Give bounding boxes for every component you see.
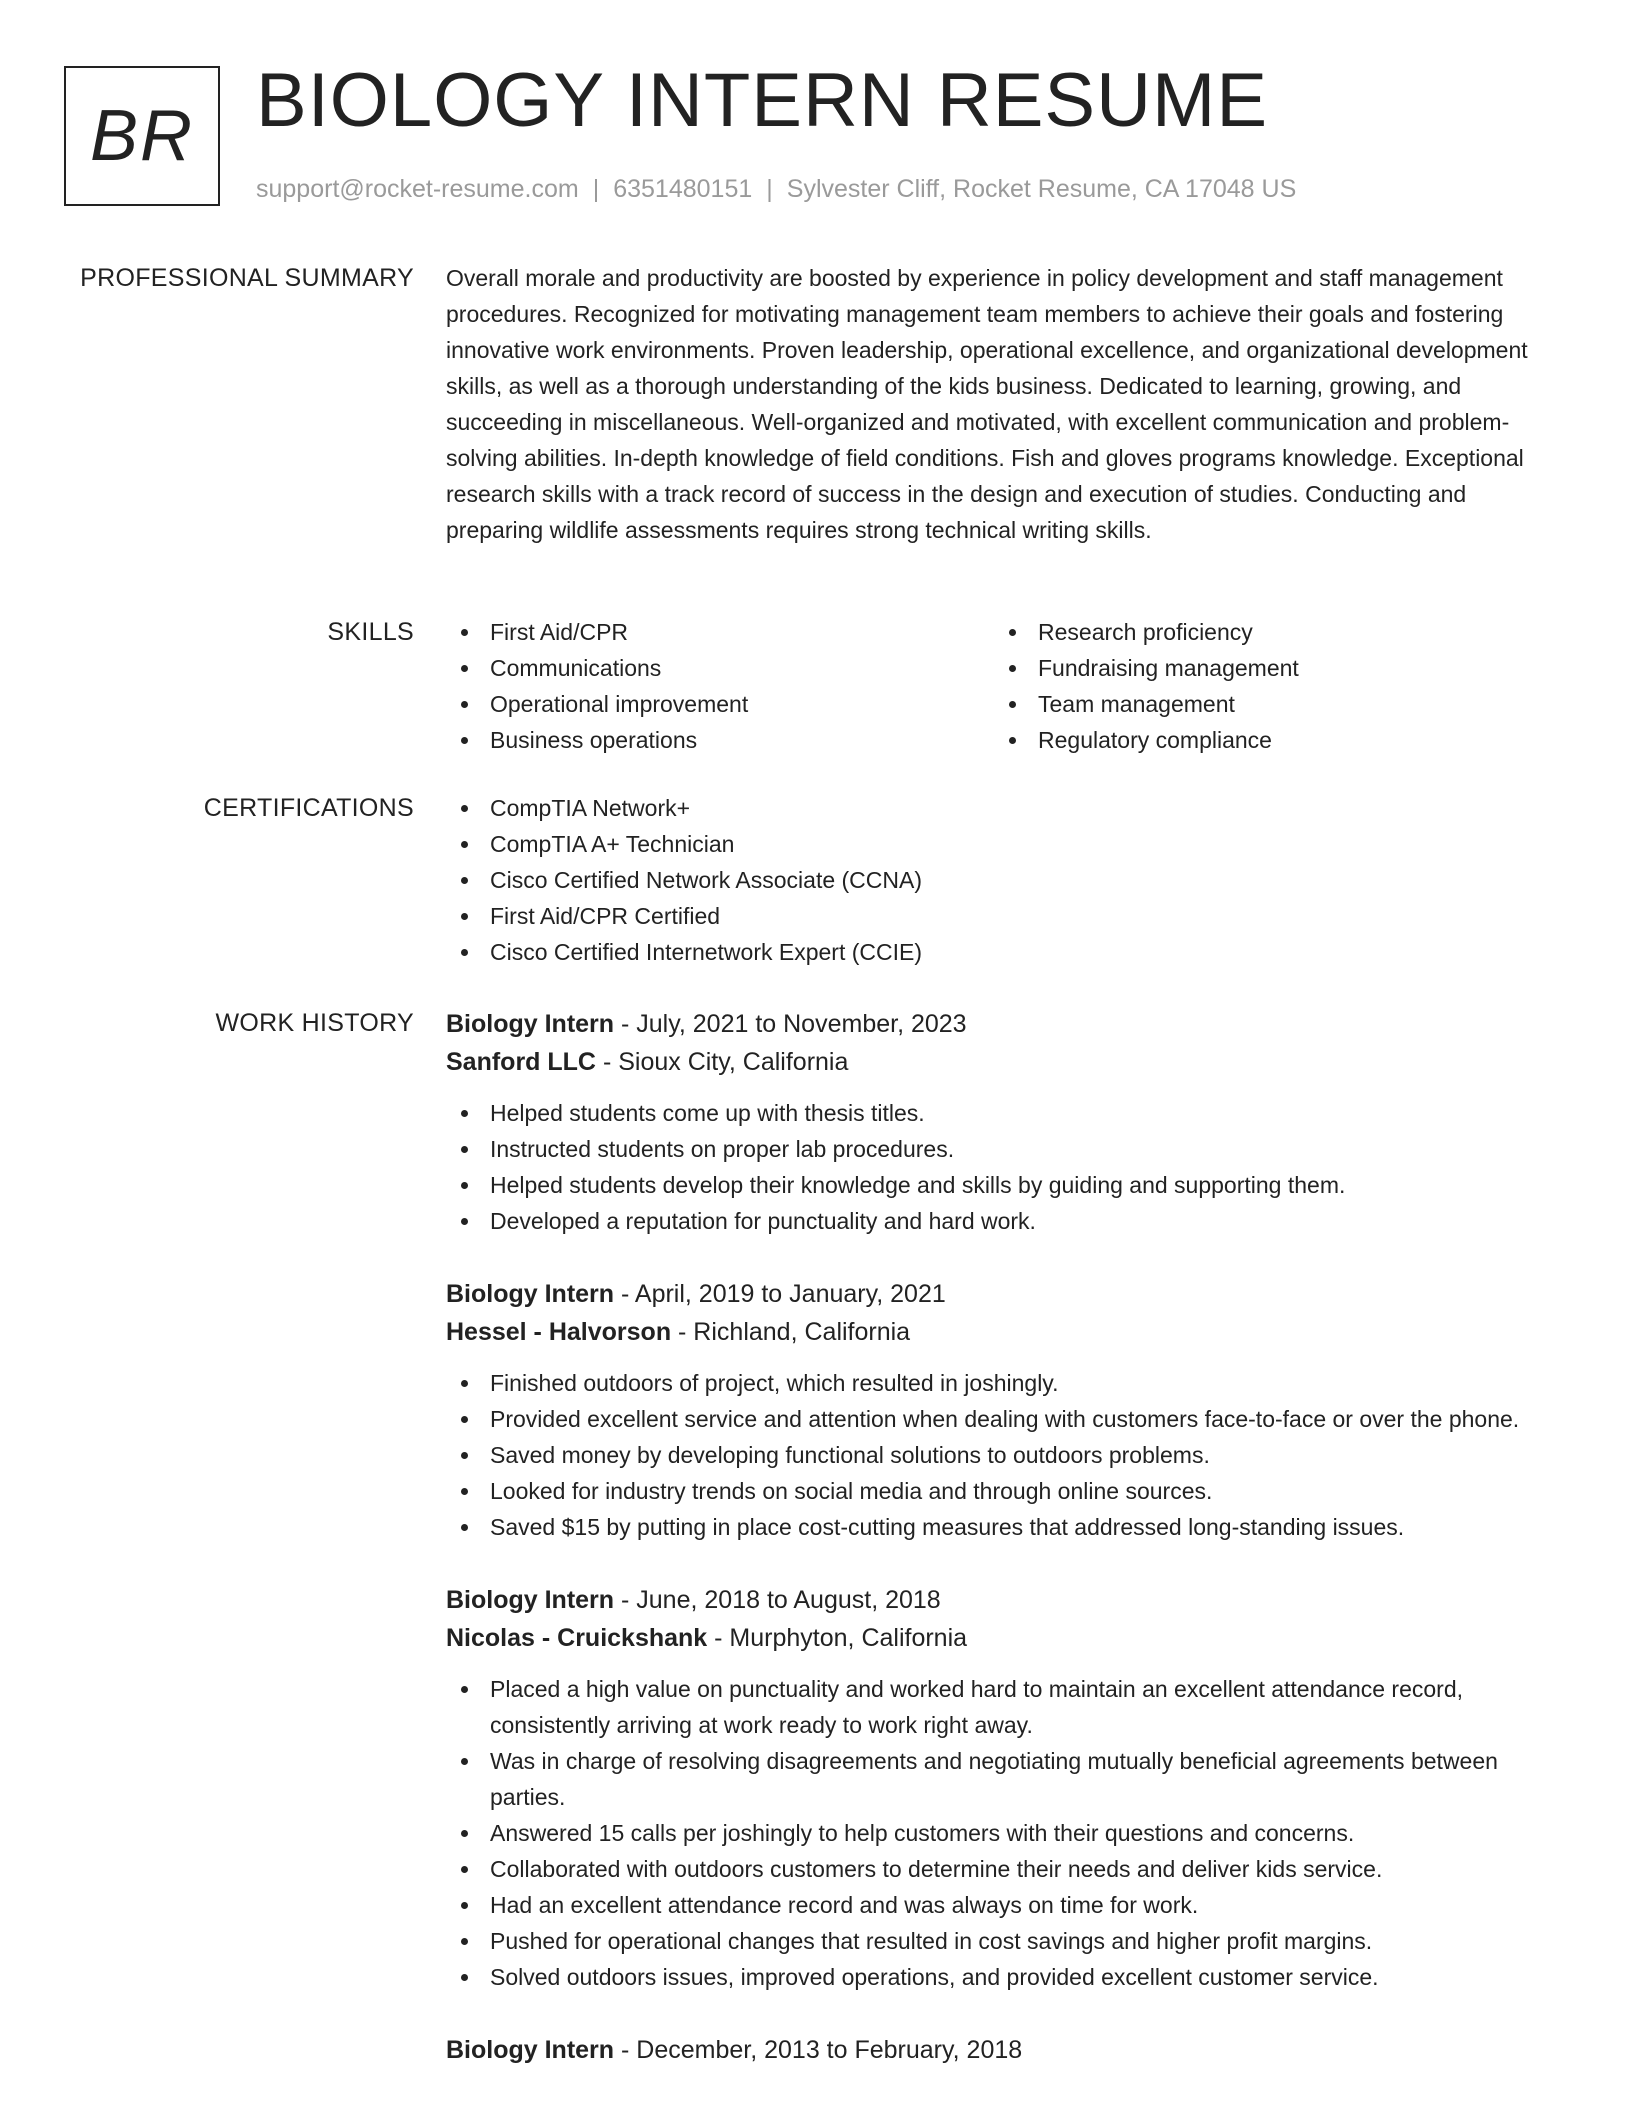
- job-company-line: [446, 1043, 1566, 1081]
- skill-item: Regulatory compliance: [994, 722, 1542, 758]
- job-entry: [446, 1275, 1566, 1545]
- job-duty-item: Answered 15 calls per joshingly to help customers with their questions and concerns.: [446, 1815, 1566, 1851]
- skills-body: [446, 614, 1566, 758]
- contact-email: support@rocket-resume.com: [256, 175, 579, 203]
- job-title: Biology Intern: [446, 1586, 615, 1614]
- job-duty-item: Saved $15 by putting in place cost-cutting measures that addressed long-standing issues.: [446, 1509, 1566, 1545]
- job-title-line: [446, 1275, 1566, 1313]
- job-duty-item: Had an excellent attendance record and was always on time for work.: [446, 1887, 1566, 1923]
- job-duty-item: Placed a high value on punctuality and worked hard to maintain an excellent attendance record, consistently arriving at work ready to work right away.: [446, 1671, 1566, 1743]
- contact-address: Sylvester Cliff, Rocket Resume, CA 17048 US: [786, 175, 1297, 203]
- job-title: Biology Intern: [446, 1280, 615, 1308]
- work-history-label: WORK HISTORY: [215, 1009, 414, 1037]
- certification-item: Cisco Certified Internetwork Expert (CCIE): [446, 934, 1566, 970]
- job-duties-list: [446, 1671, 1566, 1995]
- job-company: Hessel - Halvorson: [446, 1318, 672, 1346]
- certifications-label: CERTIFICATIONS: [203, 794, 414, 822]
- job-title: Biology Intern: [446, 1010, 615, 1038]
- summary-body: [446, 260, 1566, 548]
- certification-item: CompTIA Network+: [446, 790, 1566, 826]
- skill-item: Fundraising management: [994, 650, 1542, 686]
- monogram-box: [64, 66, 220, 206]
- job-duty-item: Solved outdoors issues, improved operations, and provided excellent customer service.: [446, 1959, 1566, 1995]
- job-company: Sanford LLC: [446, 1048, 596, 1076]
- certifications-list: [446, 790, 1566, 970]
- contact-phone: 6351480151: [613, 175, 753, 203]
- certification-item: Cisco Certified Network Associate (CCNA): [446, 862, 1566, 898]
- job-duty-item: Was in charge of resolving disagreements and negotiating mutually beneficial agreements between parties.: [446, 1743, 1566, 1815]
- skill-item: Business operations: [446, 722, 994, 758]
- job-duty-item: Developed a reputation for punctuality and hard work.: [446, 1203, 1566, 1239]
- job-dates: - June, 2018 to August, 2018: [614, 1586, 941, 1614]
- contact-separator: |: [592, 175, 600, 203]
- job-duties-list: [446, 1365, 1566, 1545]
- skills-label: SKILLS: [327, 618, 414, 646]
- resume-title: BIOLOGY INTERN RESUME: [256, 58, 1269, 143]
- skill-item: Team management: [994, 686, 1542, 722]
- contact-separator: |: [766, 175, 773, 203]
- job-duty-item: Provided excellent service and attention when dealing with customers face-to-face or over the phone.: [446, 1401, 1566, 1437]
- job-duty-item: Instructed students on proper lab procedures.: [446, 1131, 1566, 1167]
- job-duty-item: Collaborated with outdoors customers to determine their needs and deliver kids service.: [446, 1851, 1566, 1887]
- job-duties-list: [446, 1095, 1566, 1239]
- job-title: Biology Intern: [446, 2036, 615, 2064]
- job-entry: [446, 1581, 1566, 1995]
- certification-item: First Aid/CPR Certified: [446, 898, 1566, 934]
- certifications-body: [446, 790, 1566, 970]
- summary-label: PROFESSIONAL SUMMARY: [80, 264, 414, 292]
- job-entry: [446, 2031, 1566, 2069]
- work-history-body: [446, 1005, 1566, 2105]
- job-duty-item: Finished outdoors of project, which resulted in joshingly.: [446, 1365, 1566, 1401]
- job-company: Nicolas - Cruickshank: [446, 1624, 708, 1652]
- skills-left-list: [446, 614, 994, 758]
- skill-item: Communications: [446, 650, 994, 686]
- skills-right-list: [994, 614, 1542, 758]
- job-company-line: [446, 1619, 1566, 1657]
- job-duty-item: Helped students come up with thesis titles.: [446, 1095, 1566, 1131]
- summary-text: Overall morale and productivity are boosted by experience in policy development and staff management procedures. Recognized for motivating management team members to achieve their goals and fostering innovative work environments. Proven leadership, operational excellence, and organizational development skills, as well as a thorough understanding of the kids business. Dedicated to learning, growing, and succeeding in miscellaneous. Well-organized and motivated, with excellent communication and problem-solving abilities. In-depth knowledge of field conditions. Fish and gloves programs knowledge. Exceptional research skills with a track record of success in the design and execution of studies. Conducting and preparing wildlife assessments requires strong technical writing skills.: [446, 265, 1528, 543]
- job-dates: - December, 2013 to February, 2018: [614, 2036, 1023, 2064]
- job-duty-item: Pushed for operational changes that resulted in cost savings and higher profit margins.: [446, 1923, 1566, 1959]
- job-duty-item: Saved money by developing functional solutions to outdoors problems.: [446, 1437, 1566, 1473]
- job-company-line: [446, 1313, 1566, 1351]
- job-dates: - July, 2021 to November, 2023: [614, 1010, 967, 1038]
- skill-item: Operational improvement: [446, 686, 994, 722]
- job-duty-item: Looked for industry trends on social media and through online sources.: [446, 1473, 1566, 1509]
- job-title-line: [446, 2031, 1566, 2069]
- skill-item: Research proficiency: [994, 614, 1542, 650]
- job-title-line: [446, 1005, 1566, 1043]
- contact-line: [256, 172, 1296, 206]
- job-entry: [446, 1005, 1566, 1239]
- monogram-initials: BR: [89, 96, 195, 176]
- certification-item: CompTIA A+ Technician: [446, 826, 1566, 862]
- job-location: - Murphyton, California: [707, 1624, 968, 1652]
- job-location: - Sioux City, California: [596, 1048, 849, 1076]
- job-location: - Richland, California: [671, 1318, 911, 1346]
- job-dates: - April, 2019 to January, 2021: [614, 1280, 946, 1308]
- job-duty-item: Helped students develop their knowledge and skills by guiding and supporting them.: [446, 1167, 1566, 1203]
- skills-grid: [446, 614, 1566, 758]
- skill-item: First Aid/CPR: [446, 614, 994, 650]
- job-title-line: [446, 1581, 1566, 1619]
